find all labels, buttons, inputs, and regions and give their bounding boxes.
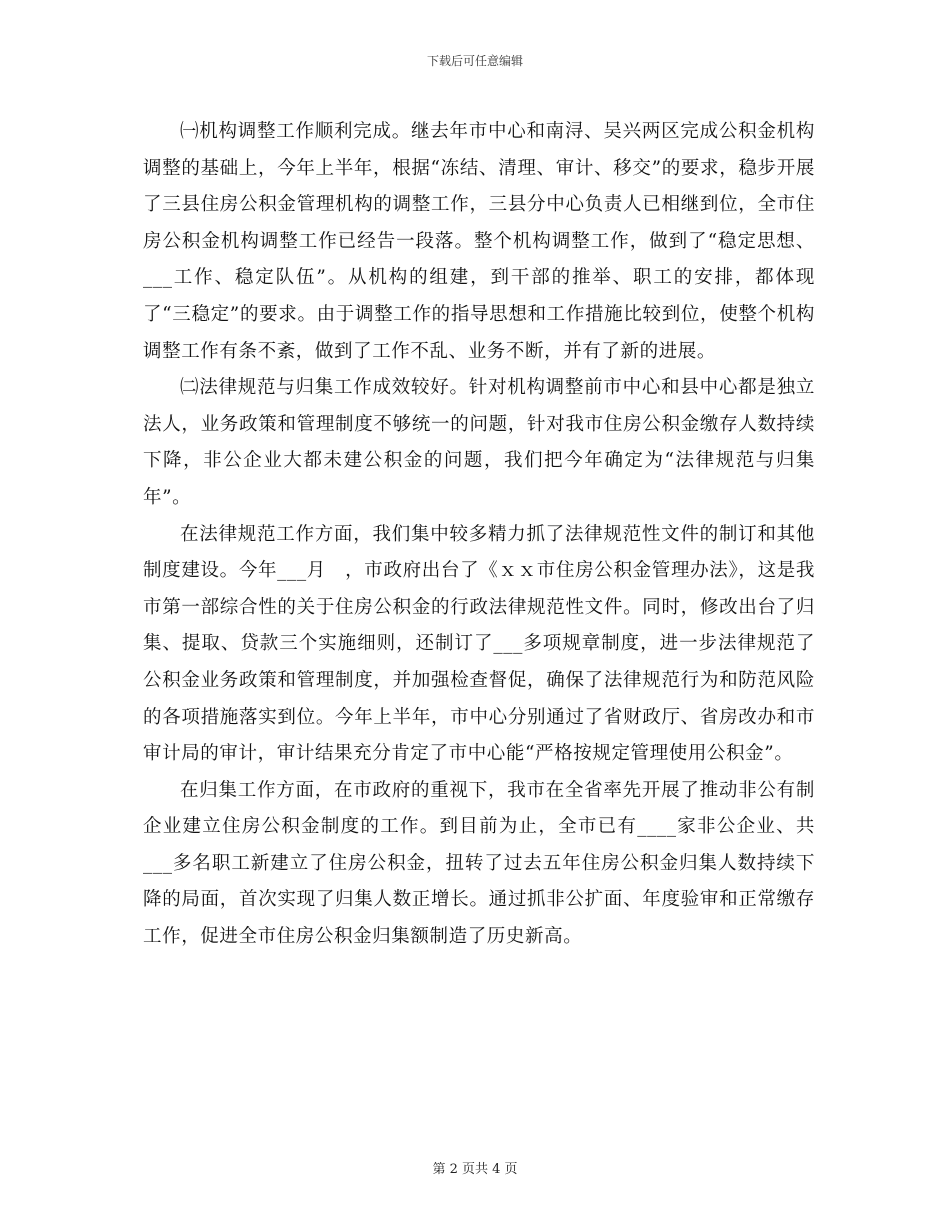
paragraph-legal-and-collection: ㈡法律规范与归集工作成效较好。针对机构调整前市中心和县中心都是独立法人，业务政策和管理制度不够统一的问题，针对我市住房公积金缴存人数持续下降，非公企业大都未建公积金的问题，我们把今年确定为“法律规范与归集年”。 xyxy=(143,377,815,508)
document-body xyxy=(143,114,815,956)
paragraph-institution-adjustment: ㈠机构调整工作顺利完成。继去年市中心和南浔、吴兴两区完成公积金机构调整的基础上，今年上半年，根据“冻结、清理、审计、移交”的要求，稳步开展了三县住房公积金管理机构的调整工作，三县分中心负责人已相继到位，全市住房公积金机构调整工作已经告一段落。整个机构调整工作，做到了“稳定思想、___工作、稳定队伍”。从机构的组建，到干部的推举、职工的安排，都体现了“三稳定”的要求。由于调整工作的指导思想和工作措施比较到位，使整个机构调整工作有条不紊，做到了工作不乱、业务不断，并有了新的进展。 xyxy=(143,121,815,362)
page-header: 下载后可任意编辑 xyxy=(426,54,523,68)
paragraph-legal-standardization: 在法律规范工作方面，我们集中较多精力抓了法律规范性文件的制订和其他制度建设。今年___月 ，市政府出台了《ｘｘ市住房公积金管理办法》，这是我市第一部综合性的关于住房公积金的行政法律规范性文件。同时，修改出台了归集、提取、贷款三个实施细则，还制订了___多项规章制度，进一步法律规范了公积金业务政策和管理制度，并加强检查督促，确保了法律规范行为和防范风险的各项措施落实到位。今年上半年，市中心分别通过了省财政厅、省房改办和市审计局的审计，审计结果充分肯定了市中心能“严格按规定管理使用公积金”。 xyxy=(143,523,815,765)
paragraph-collection-work: 在归集工作方面，在市政府的重视下，我市在全省率先开展了推动非公有制企业建立住房公积金制度的工作。到目前为止，全市已有____家非公企业、共___多名职工新建立了住房公积金，扭转了过去五年住房公积金归集人数持续下降的局面，首次实现了归集人数正增长。通过抓非公扩面、年度验审和正常缴存工作，促进全市住房公积金归集额制造了历史新高。 xyxy=(143,779,815,948)
page-number: 第 2 页共 4 页 xyxy=(432,1162,518,1177)
